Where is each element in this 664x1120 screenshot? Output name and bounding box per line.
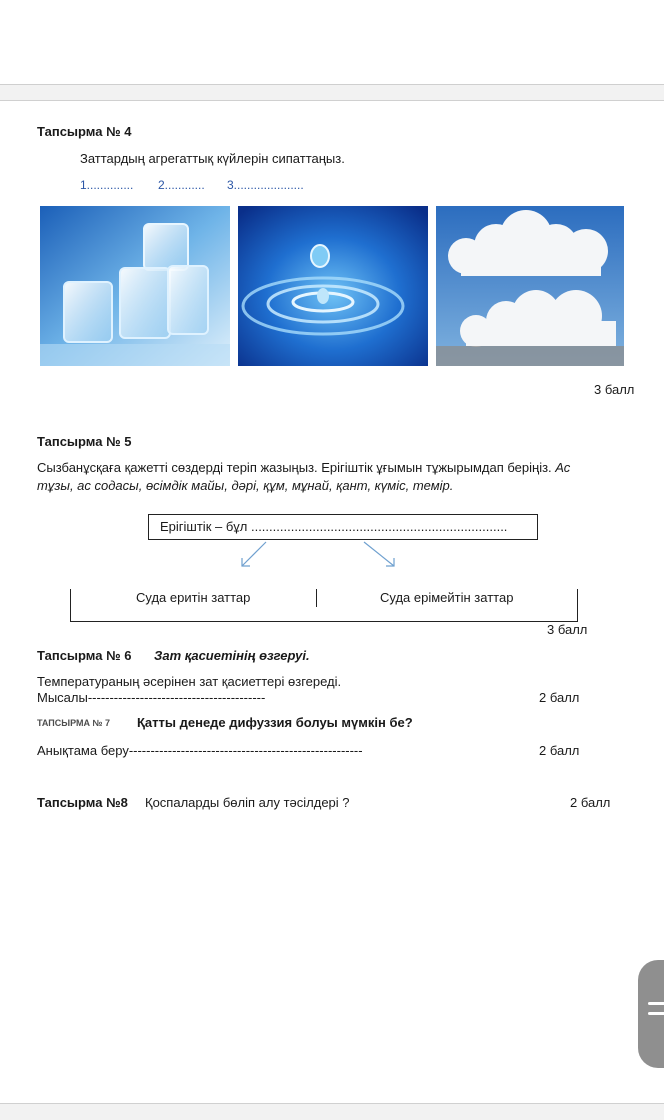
task4-blank-3: 3.....................: [227, 178, 304, 192]
side-menu-handle[interactable]: [638, 960, 664, 1068]
task5-word-list: тұзы, ас содасы, өсімдік майы, дәрі, құм, мұнай, қант, күміс, темір.: [37, 478, 454, 493]
task8-points: 2 балл: [570, 795, 611, 810]
task4-blank-1: 1..............: [80, 178, 134, 192]
clouds-photo: [436, 206, 624, 366]
diagram-right-border: [577, 589, 578, 621]
ice-cubes-photo: [40, 206, 230, 366]
task5-instruction-line1: [37, 460, 570, 475]
task4-instruction: Заттардың агрегаттық күйлерін сипаттаңыз.: [80, 151, 345, 166]
app-top-bar: [0, 0, 664, 85]
solubility-definition-text: Ерігіштік – бұл .......................................................................: [160, 519, 508, 534]
water-drop-photo: [238, 206, 428, 366]
diagram-left-border: [70, 589, 71, 621]
task4-points: 3 балл: [594, 382, 635, 397]
task6-line1: Температураның әсерінен зат қасиеттері өзгереді.: [37, 674, 342, 689]
menu-line-2-icon: [648, 1012, 664, 1015]
task8-title: Тапсырма №8: [37, 795, 128, 810]
insoluble-substances-label: Суда ерімейтін заттар: [380, 590, 514, 605]
task4-title: Тапсырма № 4: [37, 124, 132, 139]
diagram-arrows: [230, 538, 410, 572]
soluble-substances-label: Суда еритін заттар: [136, 590, 251, 605]
task7-line: Анықтама беру------------------------------------------------------: [37, 743, 363, 758]
task8-question: Қоспаларды бөліп алу тәсілдері ?: [145, 795, 350, 810]
task6-line2: Мысалы-----------------------------------------: [37, 690, 266, 705]
diagram-divider: [316, 589, 317, 607]
task5-instruction-text: Сызбанұсқаға қажетті сөздерді теріп жазыңыз. Ерігіштік ұғымын тұжырымдап беріңіз.: [37, 460, 556, 475]
task5-word-list-start: Ас: [555, 460, 571, 475]
task5-title: Тапсырма № 5: [37, 434, 132, 449]
task7-title: ТАПСЫРМА № 7: [37, 718, 111, 728]
task6-subtitle: Зат қасиетінің өзгеруі.: [154, 648, 310, 663]
task6-points: 2 балл: [539, 690, 580, 705]
menu-line-1-icon: [648, 1002, 664, 1005]
task7-question: Қатты денеде дифуззия болуы мүмкін бе?: [137, 715, 413, 730]
task4-blank-2: 2............: [158, 178, 205, 192]
task5-points: 3 балл: [547, 622, 588, 637]
diagram-bottom-border: [70, 621, 578, 622]
task7-points: 2 балл: [539, 743, 580, 758]
task6-title: Тапсырма № 6: [37, 648, 132, 663]
